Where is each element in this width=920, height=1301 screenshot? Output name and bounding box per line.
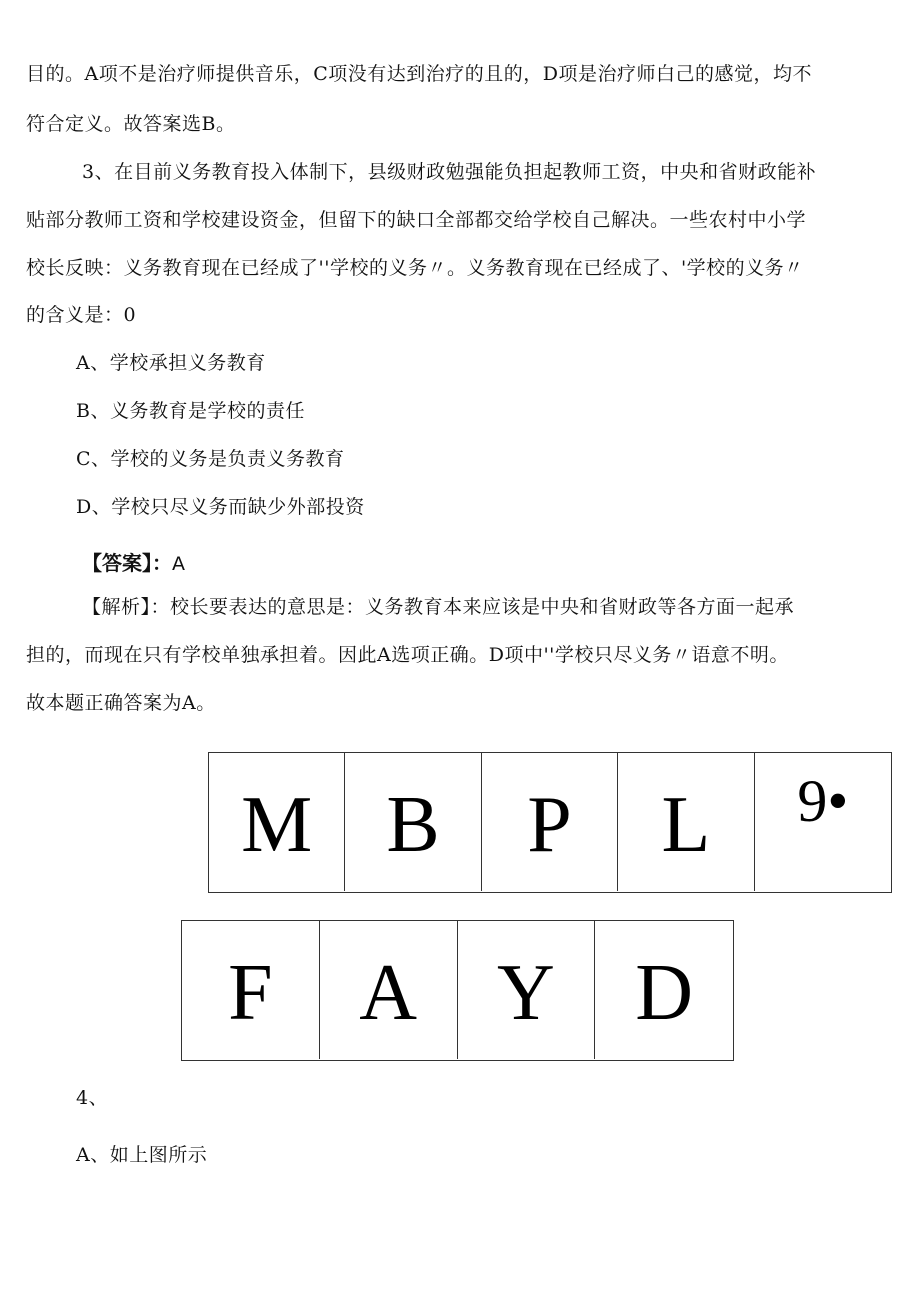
paragraph-line-2: 符合定义。故答案选B。 bbox=[26, 113, 236, 135]
analysis-line-3: 故本题正确答案为A。 bbox=[26, 692, 216, 714]
question-3-line-2: 贴部分教师工资和学校建设资金，但留下的缺口全部都交给学校自己解决。一些农村中小学 bbox=[26, 209, 807, 231]
question-3-line-4: 的含义是：0 bbox=[26, 304, 137, 326]
figure-cell: L bbox=[618, 753, 754, 891]
figure-cell: M bbox=[209, 753, 345, 891]
answer-label: 【答案】： bbox=[82, 551, 172, 575]
analysis-line-1: 【解析】：校长要表达的意思是：义务教育本来应该是中央和省财政等各方面一起承 bbox=[82, 596, 795, 618]
figure-row-2 bbox=[181, 920, 734, 1061]
figure-cell: B bbox=[345, 753, 481, 891]
figure-row-1 bbox=[208, 752, 892, 893]
question-4-option-a: A、如上图所示 bbox=[76, 1144, 208, 1166]
analysis-line-2: 担的，而现在只有学校单独承担着。因此A选项正确。D项中''学校只尽义务〃语意不明。 bbox=[26, 644, 789, 666]
question-3-line-1: 3、在目前义务教育投入体制下，县级财政勉强能负担起教师工资，中央和省财政能补 bbox=[82, 161, 817, 183]
answer-line bbox=[82, 547, 185, 576]
answer-value: A bbox=[172, 553, 185, 575]
figure-cell: P bbox=[482, 753, 618, 891]
option-c: C、学校的义务是负责义务教育 bbox=[76, 448, 345, 470]
question-3-line-3: 校长反映：义务教育现在已经成了''学校的义务〃。义务教育现在已经成了、'学校的义务〃 bbox=[26, 257, 804, 279]
question-4-number: 4、 bbox=[76, 1087, 109, 1109]
figure-cell-symbol: 9• bbox=[797, 768, 849, 834]
figure-cell: A bbox=[320, 921, 458, 1059]
option-a: A、学校承担义务教育 bbox=[76, 352, 266, 374]
figure-cell: F bbox=[182, 921, 320, 1059]
figure-cell: Y bbox=[458, 921, 596, 1059]
paragraph-line-1: 目的。A项不是治疗师提供音乐，C项没有达到治疗的且的，D项是治疗师白己的感觉，均不 bbox=[26, 63, 812, 85]
figure-cell: D bbox=[635, 949, 694, 1037]
option-d: D、学校只尽义务而缺少外部投资 bbox=[76, 496, 365, 518]
option-b: B、义务教育是学校的责任 bbox=[76, 400, 305, 422]
